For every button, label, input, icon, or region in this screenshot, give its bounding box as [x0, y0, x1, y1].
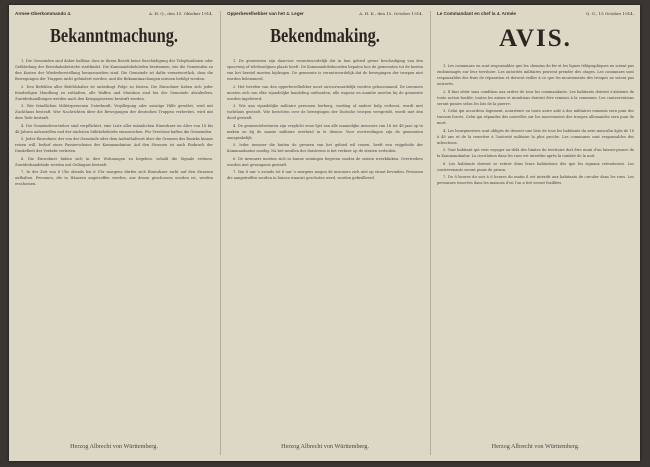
paragraph: 3. Wie aan vijandelijke militaire personen herberg, voeding of andere hulp verleent, wordt met tuchthuis gestraft. Wie berichten over de bewegingen der Duitsche troepen verspreidt, wordt met den dood gestraft. [227, 104, 423, 121]
paragraph: 7. In der Zeit von 8 Uhr abends bis 6 Uhr morgens dürfen sich Einwohner nicht auf den Strassen aufhalten. Personen, die in Häusern angetroffen werden, aus denen geschossen worden ist, werden erschossen. [15, 170, 213, 187]
notice-title: AVIS. [499, 25, 572, 52]
paragraph: 1. Les communes en sont responsables que les chemins de fer et les lignes télégraphiques ne soient pas endommagés sur leur territoire. Les autorités militaires peuvent prendre des otages. Les communes sont responsables des frais de réparation et doivent veiller à ce que les mouvements des troupes ne soient pas entravés. [437, 64, 634, 87]
paragraph: 6. Die Einwohner haben sich in ihre Wohnungen zu begeben, sobald die Signale ertönen. Zuwiderhandelnde werden mit Gefängnis bestraft. [15, 156, 213, 167]
issue-date: Q. G., 15 Octobre 1914. [586, 11, 634, 16]
column-german [9, 5, 219, 461]
paragraph: 7. Van 8 uur 's avonds tot 6 uur 's morgens mogen de inwoners zich niet op straat bevinden. Personen die aangetroffen worden in huizen waaruit geschoten werd, worden gefusilleerd. [227, 170, 423, 181]
notice-body [227, 58, 423, 181]
paragraph: 6. Les habitants doivent se retirer dans leurs habitations dès que les signaux retentissent. Les contrevenants seront punis de prison. [437, 161, 634, 172]
paragraph: 4. Les bourgmestres sont obligés de dresser une liste de tous les habitants du sexe masculin âgés de 18 à 48 ans et de la remettre à l'autorité militaire la plus proche. Les communes sont responsables des infractions. [437, 128, 634, 145]
column-header [15, 11, 213, 17]
column-french [431, 5, 640, 461]
paragraph: 7. De 8 heures du soir à 6 heures du matin il est interdit aux habitants de circuler dans les rues. Les personnes trouvées dans les maisons d'où l'on a tiré seront fusillées. [437, 175, 634, 186]
notice-title: Bekanntmachung. [49, 25, 179, 47]
column-header [227, 11, 423, 17]
signature: Herzog Albrecht von Württemberg. [491, 443, 580, 450]
paragraph: 2. Het bevelen van den opperbevelhebber moet onvoorwaardelijk worden gehoorzaamd. De inwoners moeten zich van elke vijandelijke handeling onthouden; alle wapens en munitie moeten bij de gemeente worden ingeleverd. [227, 84, 423, 101]
notice-body [437, 63, 634, 186]
column-dutch [221, 5, 429, 461]
paragraph: 2. Il faut obéir sans condition aux ordres de tous les commandants. Les habitants doivent s'abstenir de toute action hostile; toutes les armes et munitions doivent être remises à la commune. Les contraventions seront punies selon les lois de la guerre. [437, 89, 634, 106]
paragraph: 4. De gemeentebesturen zijn verplicht eene lijst van alle mannelijke inwoners van 18 tot 48 jaar op te maken en bij de naaste militaire overheid in te dienen. Voor overtredingen zijn de gemeenten aansprakelijk. [227, 123, 423, 140]
notice-body [15, 58, 213, 187]
paragraph: 5. Tout habitant qui veut voyager au-delà des limites du territoire doit être muni d'un laissez-passer de la Kommandantur. La circulation dans les rues est interdite après la tombée de la nuit. [437, 148, 634, 159]
paragraph: 5. Jeder Einwohner, der von der Gemeinde oder dem Aufenthaltsort über die Grenzen des Bezirks hinaus reisen will, bedarf eines Passierscheins der Kommandantur. Auf den Strassen ist nach Einbruch der Dunkelheit der Verkehr verboten. [15, 137, 213, 154]
issuing-authority: Le Commandant en chef la 4. Armée [437, 11, 516, 16]
signature: Herzog Albrecht von Württemberg. [281, 443, 369, 450]
paragraph: 2. Den Befehlen aller Befehlshaber ist unbedingt Folge zu leisten. Die Einwohner haben sich jeder feindseligen Handlung zu enthalten, alle Waffen und Munition sind bei der Gemeinde abzuliefern, Zuwiderhandlungen werden nach den Kriegsgesetzen bestraft werden. [15, 84, 213, 101]
paragraph: 1. De gemeenten zijn daarvoor verantwoordelijk dat in hun gebied geene beschadiging van den spoorweg of telefoonlijnen plaats heeft. De Kommandobehoorden bepalen hoe de gemeenten tot de kosten van het herstel moeten bijdragen. De gemeente is verantwoordelijk dat de bewegingen der troepen niet worden belemmerd. [227, 59, 423, 82]
paragraph: 4. Die Gemeindevorsteher sind verpflichtet, eine Liste aller männlichen Einwohner im Alter von 18 bis 48 Jahren aufzustellen und der nächsten Militärbehörde einzureichen. Für Verstösse haften die Gemeinden. [15, 123, 213, 134]
issuing-authority: Opperbevelhebber van het 4. Leger [227, 11, 304, 16]
paragraph: 3. Wer feindlichen Militärpersonen Unterkunft, Verpflegung oder sonstige Hilfe gewährt, wird mit Zuchthaus bestraft. Wer Nachrichten über die Bewegungen der deutschen Truppen verbreitet, wird mit dem Tode bestraft. [15, 104, 213, 121]
issue-date: A. H. Q., den 15. Oktober 1914. [148, 11, 213, 16]
paragraph: 6. De inwoners moeten zich in hunne woningen begeven zoodra de seinen weerklinken. Overtreders worden met gevangenis gestraft. [227, 156, 423, 167]
notice-title: Bekendmaking. [270, 25, 380, 47]
paragraph: 1. Die Gemeinden sind daher haftbar, dass in ihrem Bezirk keine Beschädigung der Telephonlinien oder Gefährdung der Eisenbahnbetriebe stattfindet. Die Kommandobehörden bestimmen, wie die Gemeinden zu den Kosten der Wiederherstellung heranzuziehen sind. Die Gemeinde ist dafür verantwortlich, dass die Bewegungen der Truppen nicht gehindert werden, und die Bekanntmachungen müssen befolgt werden. [15, 59, 213, 82]
column-header [437, 11, 634, 17]
paragraph: 3. Celui qui accordera logement, nourriture ou toute autre aide à des militaires ennemis sera puni des travaux forcés. Celui qui répandra des nouvelles sur les mouvements des troupes allemandes sera puni de mort. [437, 109, 634, 126]
paragraph: 5. Ieder inwoner die buiten de grenzen van het gebied wil reizen, heeft een vrijgeleide der Kommandantur noodig. Na het invallen der duisternis is het verkeer op de straten verboden. [227, 143, 423, 154]
proclamation-poster [9, 5, 640, 461]
issue-date: A. H. K., den 15. October 1914. [359, 11, 423, 16]
signature: Herzog Albrecht von Württemberg. [70, 443, 158, 450]
issuing-authority: Armee-Oberkommando 4. [15, 11, 72, 16]
